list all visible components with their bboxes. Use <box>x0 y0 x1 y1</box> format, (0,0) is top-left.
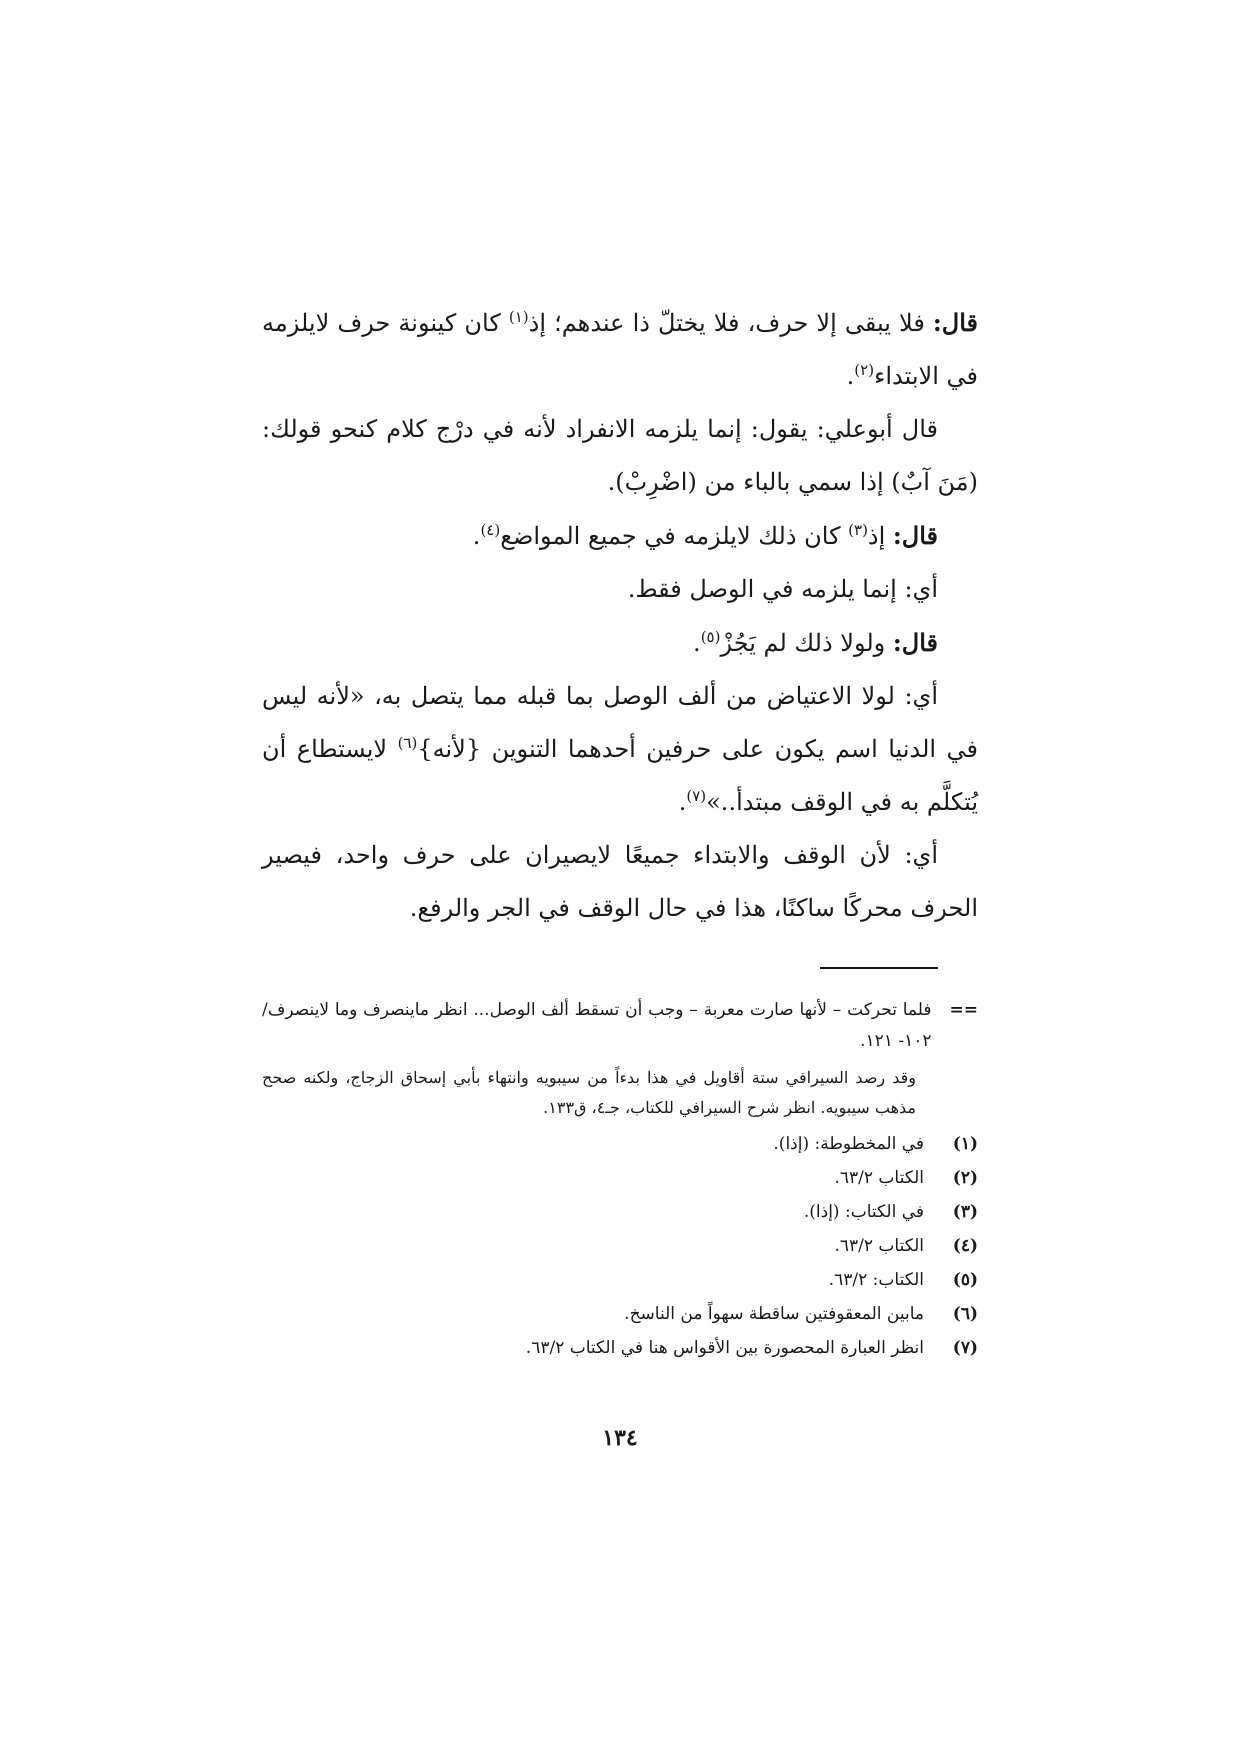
paragraph-text: . <box>693 629 701 657</box>
continuation-mark: == <box>949 1000 978 1020</box>
footnote-number: (٣) <box>952 1202 978 1222</box>
footnote-mark: (٧) <box>686 787 707 805</box>
paragraph-text: إذ <box>867 522 893 550</box>
footnote-mark: (٦) <box>397 734 418 752</box>
paragraph-6 <box>262 670 978 829</box>
footnote-item <box>262 1161 978 1195</box>
footnote-item <box>262 1263 978 1297</box>
paragraph-2 <box>262 403 978 509</box>
footnote-list <box>262 1127 978 1365</box>
page-content <box>262 296 978 1365</box>
paragraph-text: أي: لأن الوقف والابتداء جميعًا لايصيران على حرف واحد، فيصير الحرف محركًا ساكنًا، هذا في حال الوقف في الجر والرفع. <box>262 841 978 922</box>
footnote-number: (٧) <box>952 1338 978 1358</box>
footnote-mark: (٤) <box>480 521 501 539</box>
qal-label: قال: <box>892 521 938 550</box>
footnote-item <box>262 1331 978 1365</box>
paragraph-4 <box>262 563 978 616</box>
footnote-text: الكتاب ٦٣/٢. <box>834 1236 924 1256</box>
footnote-text: في الكتاب: (إذا). <box>803 1202 924 1222</box>
paragraph-text: . <box>678 788 687 816</box>
paragraph-text: قال أبوعلي: يقول: إنما يلزمه الانفراد لأنه في درْج كلام كنحو قولك: (مَنَ آبٌ) إذا سمي بالباء من (اضْرِبْ). <box>262 415 978 496</box>
footnote-continuation-2 <box>262 1063 978 1123</box>
continuation-text-2: وقد رصد السيرافي ستة أقاويل في هذا بدءاً من سيبويه وانتهاء بأبي إسحاق الزجاج، ولكنه صحح مذهب سيبويه. انظر شرح السيرافي للكتاب، جـ٤، ق١٣٣. <box>262 1068 917 1117</box>
paragraph-text: أي: إنما يلزمه في الوصل فقط. <box>627 575 938 603</box>
footnote-text: الكتاب ٦٣/٢. <box>834 1168 924 1188</box>
paragraph-text: كان كينونة حرف لايلزمه في الابتداء <box>262 309 978 390</box>
paragraph-text: أي: لولا الاعتياض من ألف الوصل بما قبله مما يتصل به، «لأنه ليس في الدنيا اسم يكون على حرفين أحدهما التنوين {لأنه} <box>262 682 978 763</box>
footnote-item <box>262 1127 978 1161</box>
footnote-number: (١) <box>952 1134 978 1154</box>
paragraph-1 <box>262 296 978 403</box>
footnote-item <box>262 1195 978 1229</box>
qal-label: قال: <box>892 628 938 657</box>
footnote-mark: (٥) <box>700 628 721 646</box>
footnote-text: الكتاب: ٦٣/٢. <box>828 1270 924 1290</box>
qal-label: قال: <box>932 308 979 337</box>
footnote-text: مابين المعقوفتين ساقطة سهواً من الناسخ. <box>624 1304 924 1324</box>
footnote-mark: (٢) <box>854 361 875 379</box>
paragraph-text: لايستطاع أن يُتكلَّم به في الوقف مبتدأ..» <box>262 735 978 816</box>
footnote-text: انظر العبارة المحصورة بين الأقواس هنا في الكتاب ٦٣/٢. <box>525 1338 924 1358</box>
paragraph-text: فلا يبقى إلا حرف، فلا يختلّ ذا عندهم؛ إذ <box>528 309 933 337</box>
paragraph-3 <box>262 509 978 563</box>
continuation-text: فلما تحركت – لأنها صارت معربة – وجب أن تسقط ألف الوصل... انظر ماينصرف وما لاينصرف/ ١٠٢- ١٢١. <box>262 1000 932 1051</box>
footnote-mark: (٣) <box>848 521 868 539</box>
footnote-item <box>262 1229 978 1263</box>
paragraph-text: كان ذلك لايلزمه في جميع المواضع <box>500 522 849 550</box>
footnote-mark: (١) <box>508 308 529 326</box>
footnote-number: (٤) <box>952 1236 978 1256</box>
footnote-continuation <box>262 995 978 1057</box>
footnote-item <box>262 1297 978 1331</box>
footnote-text: في المخطوطة: (إذا). <box>773 1134 924 1154</box>
paragraph-text: . <box>472 522 481 550</box>
page-number: ١٣٤ <box>602 1425 638 1451</box>
paragraph-text: . <box>846 362 855 390</box>
paragraph-7 <box>262 829 978 935</box>
footnote-number: (٢) <box>952 1168 978 1188</box>
paragraph-text: ولولا ذلك لم يَجُزْ <box>720 629 893 657</box>
footnote-number: (٦) <box>952 1304 978 1324</box>
paragraph-5 <box>262 616 978 670</box>
footnote-number: (٥) <box>952 1270 978 1290</box>
footnote-separator <box>820 967 938 969</box>
